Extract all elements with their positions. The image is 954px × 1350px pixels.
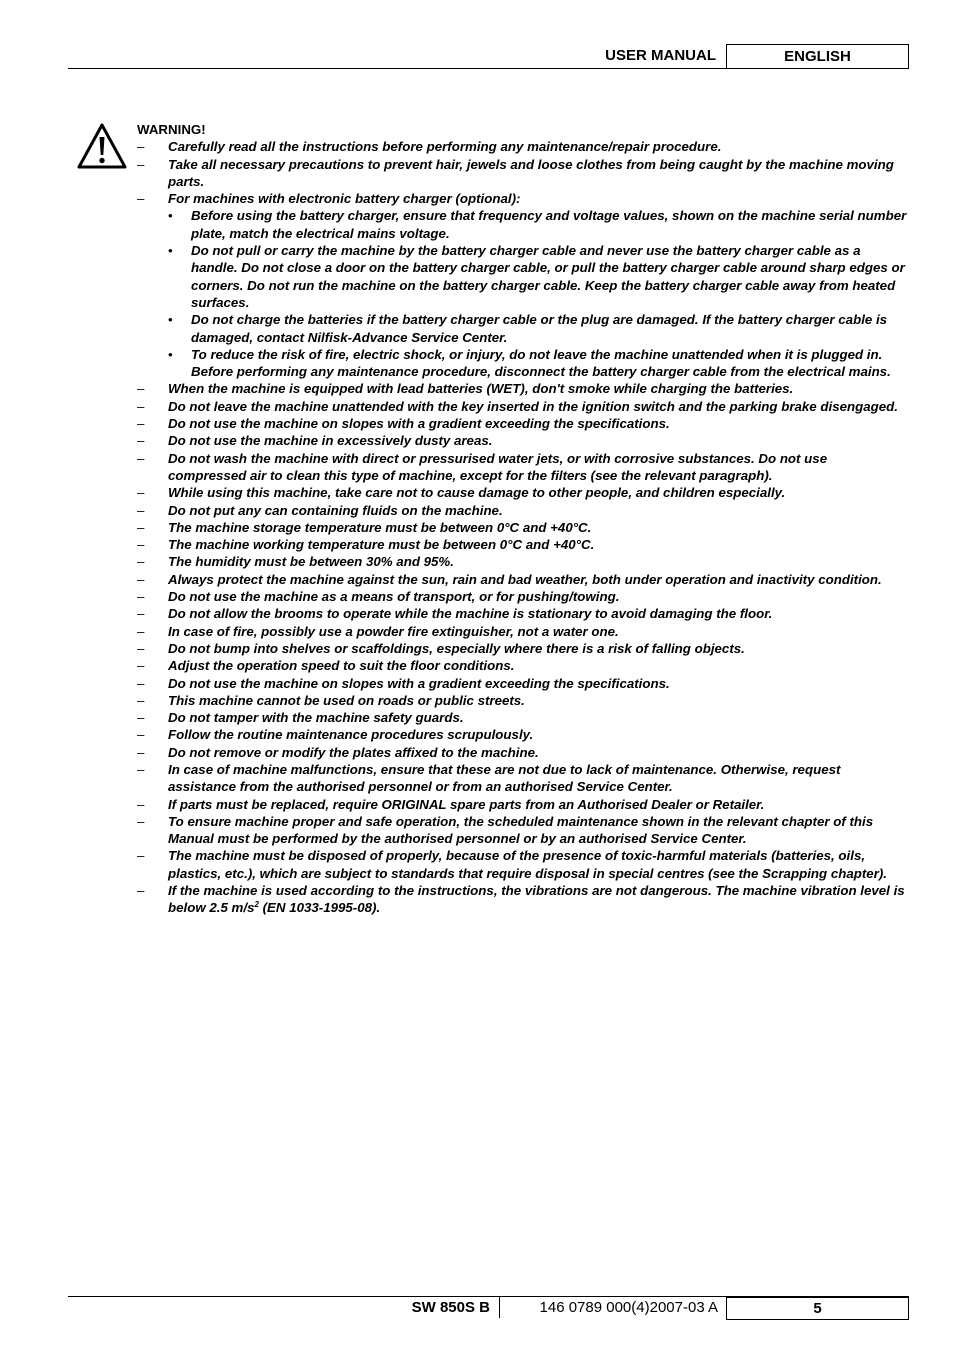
vibration-text: If the machine is used according to the instructions, the vibrations are not dangerous. The machine vibration level is below 2.5 m/s (168, 883, 905, 916)
footer-separator (499, 1297, 500, 1318)
warning-item: – Do not allow the brooms to operate while the machine is stationary to avoid damaging the floor. (137, 605, 909, 622)
warning-item: – Do not use the machine on slopes with a gradient exceeding the specifications. (137, 675, 909, 692)
charger-item: • Do not pull or carry the machine by the battery charger cable and never use the battery charger cable as a handle. Do not close a door on the battery charger cable, or pull the battery charger cable around sharp edges or corners. Do not run the machine on the battery charger cable. Keep the battery charger cable away from heated surfaces. (137, 242, 909, 311)
warning-item: – Do not wash the machine with direct or pressurised water jets, or with corrosive substances. Do not use compressed air to clean this type of machine, except for the filters (see the relevant paragraph). (137, 450, 909, 485)
page-number: 5 (726, 1297, 909, 1320)
warning-item: – Do not bump into shelves or scaffoldings, especially where there is a risk of falling objects. (137, 640, 909, 657)
warning-item: – The machine working temperature must be between 0°C and +40°C. (137, 536, 909, 553)
header-title: USER MANUAL (605, 47, 716, 64)
header-language: ENGLISH (726, 44, 909, 69)
warning-item: – In case of fire, possibly use a powder fire extinguisher, not a water one. (137, 623, 909, 640)
warning-item: – Carefully read all the instructions before performing any maintenance/repair procedure. (137, 138, 909, 155)
warning-item: – This machine cannot be used on roads or public streets. (137, 692, 909, 709)
warning-item: – Adjust the operation speed to suit the floor conditions. (137, 657, 909, 674)
warning-section (137, 121, 909, 917)
vibration-standard: (EN 1033-1995-08). (258, 900, 381, 916)
charger-item: • To reduce the risk of fire, electric shock, or injury, do not leave the machine unattended when it is plugged in. Before performing any maintenance procedure, disconnect the battery charger cable from the electrical mains. (137, 346, 909, 381)
warning-item: – Take all necessary precautions to prevent hair, jewels and loose clothes from being caught by the machine moving parts. (137, 156, 909, 191)
warning-item: – The humidity must be between 30% and 95%. (137, 553, 909, 570)
warning-item: – While using this machine, take care not to cause damage to other people, and children especially. (137, 484, 909, 501)
vibration-exponent: 2 (254, 900, 259, 910)
warning-item: – Do not use the machine in excessively dusty areas. (137, 432, 909, 449)
warning-item: – Always protect the machine against the sun, rain and bad weather, both under operation and inactivity condition. (137, 571, 909, 588)
warning-item: – The machine storage temperature must be between 0°C and +40°C. (137, 519, 909, 536)
warning-item: – To ensure machine proper and safe operation, the scheduled maintenance shown in the relevant chapter of this Manual must be performed by the authorised personnel or by an authorised Service Center. (137, 813, 909, 848)
warning-title: WARNING! (137, 122, 206, 137)
warning-item-text: For machines with electronic battery charger (optional): (168, 191, 521, 207)
page-header (68, 44, 909, 69)
footer-model: SW 850S B (411, 1299, 490, 1316)
warning-triangle-icon (76, 122, 128, 170)
warning-item: – Do not remove or modify the plates affixed to the machine. (137, 744, 909, 761)
charger-item: • Before using the battery charger, ensure that frequency and voltage values, shown on the machine serial number plate, match the electrical mains voltage. (137, 207, 909, 242)
warning-item (137, 190, 909, 380)
charger-item: • Do not charge the batteries if the battery charger cable or the plug are damaged. If the battery charger cable is damaged, contact Nilfisk-Advance Service Center. (137, 311, 909, 346)
warning-item: – Do not tamper with the machine safety guards. (137, 709, 909, 726)
footer-doc-number: 146 0789 000(4)2007-03 A (539, 1299, 718, 1316)
warning-item: – Do not use the machine as a means of transport, or for pushing/towing. (137, 588, 909, 605)
warning-item: – Do not use the machine on slopes with a gradient exceeding the specifications. (137, 415, 909, 432)
warning-list (137, 138, 909, 916)
warning-item: – Do not put any can containing fluids on the machine. (137, 502, 909, 519)
warning-item: – Follow the routine maintenance procedures scrupulously. (137, 726, 909, 743)
header-rule (68, 68, 726, 69)
warning-item: – If parts must be replaced, require ORIGINAL spare parts from an Authorised Dealer or Retailer. (137, 796, 909, 813)
page-footer (68, 1296, 909, 1320)
warning-item: – When the machine is equipped with lead batteries (WET), don't smoke while charging the batteries. (137, 380, 909, 397)
warning-item: – Do not leave the machine unattended with the key inserted in the ignition switch and the parking brake disengaged. (137, 398, 909, 415)
warning-item: – The machine must be disposed of properly, because of the presence of toxic-harmful materials (batteries, oils, plastics, etc.), which are subject to standards that require disposal in special centres (see the Scrapping chapter). (137, 847, 909, 882)
charger-list (137, 207, 909, 380)
warning-item: – In case of machine malfunctions, ensure that these are not due to lack of maintenance. Otherwise, request assistance from the authorised personnel or from an authorised Service Center. (137, 761, 909, 796)
warning-item-vibration (137, 882, 909, 917)
